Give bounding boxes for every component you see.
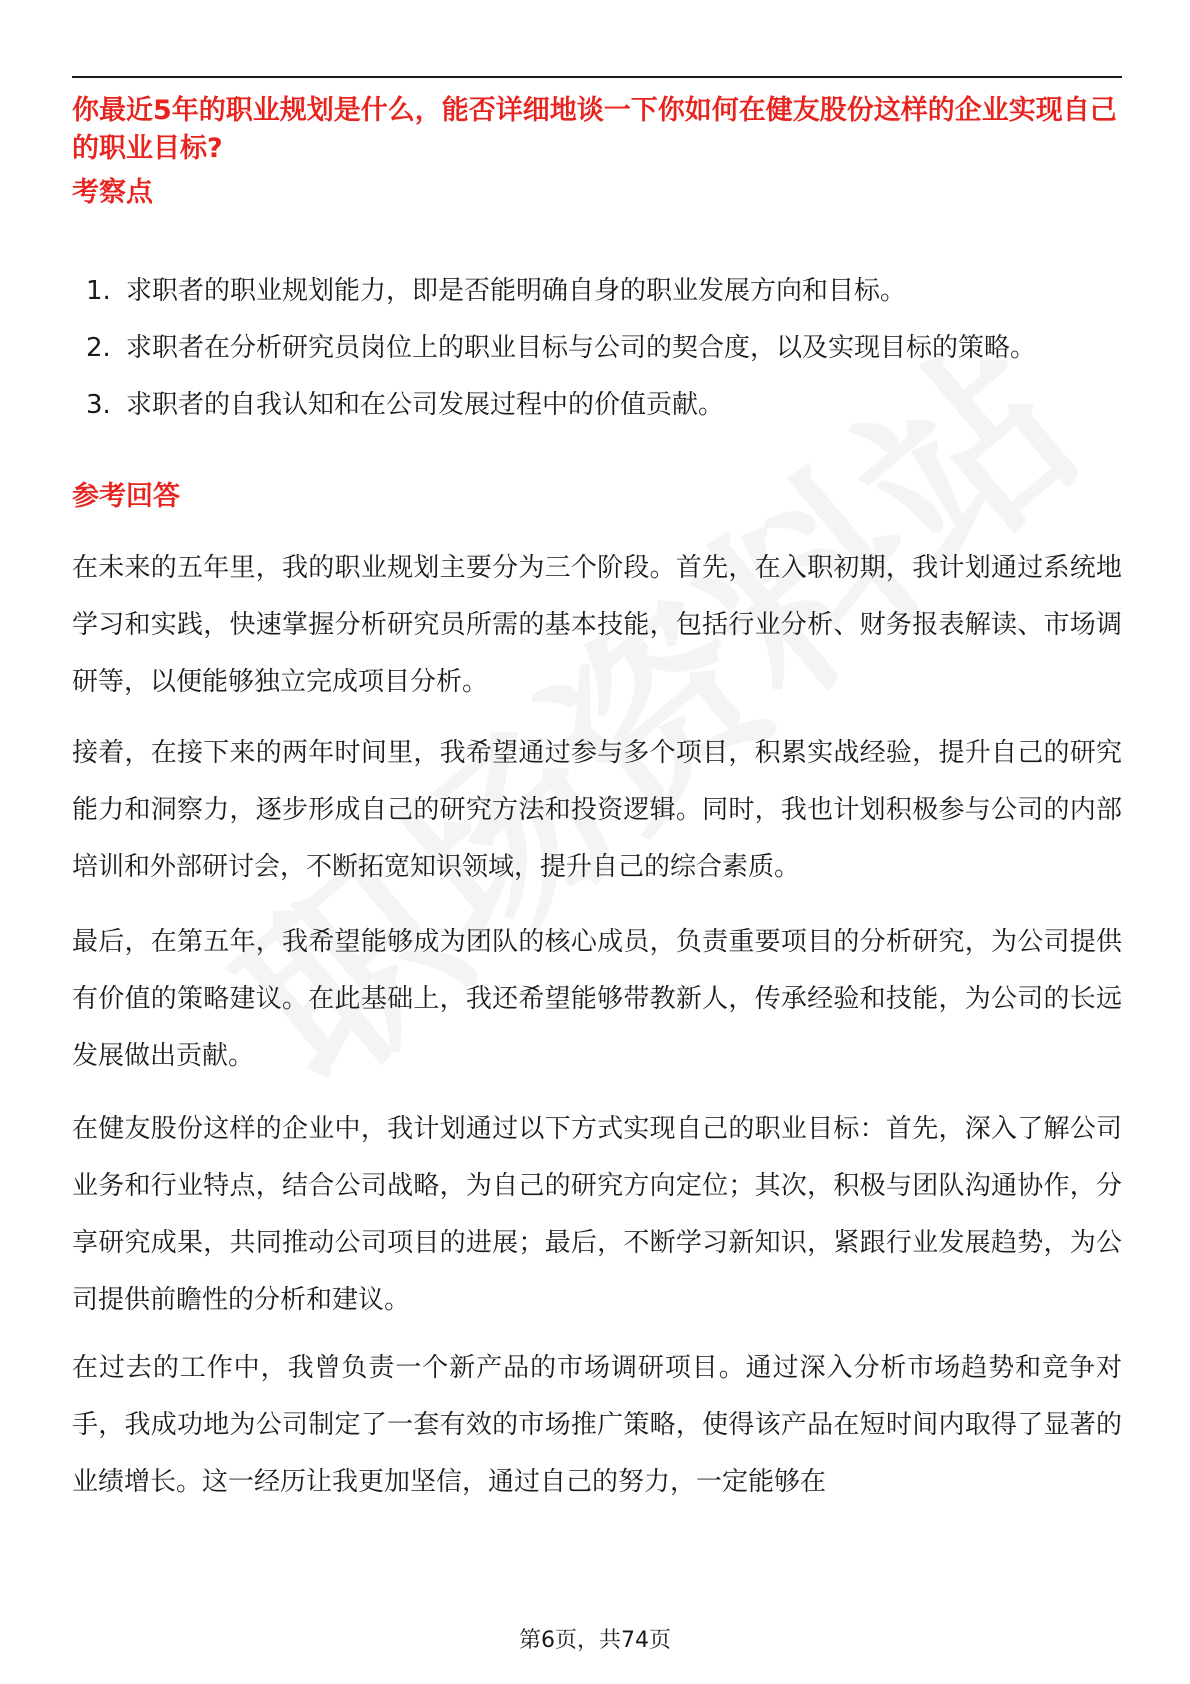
answer-paragraph-5: 在过去的工作中，我曾负责一个新产品的市场调研项目。通过深入分析市场趋势和竞争对手，我成功地为公司制定了一套有效的市场推广策略，使得该产品在短时间内取得了显著的业绩增长。这一经历让我更加坚信，通过自己的努力，一定能够在 — [72, 1353, 1122, 1497]
list-item-number: 1. — [86, 276, 111, 306]
answer-paragraph-3: 最后，在第五年，我希望能够成为团队的核心成员，负责重要项目的分析研究，为公司提供有价值的策略建议。在此基础上，我还希望能够带教新人，传承经验和技能，为公司的长远发展做出贡献。 — [72, 927, 1122, 1071]
list-item-number: 2. — [86, 333, 111, 363]
exam-points-heading: 考察点 — [72, 177, 153, 208]
page-footer: 第6页，共74页 — [519, 1628, 671, 1653]
list-item-text: 求职者在分析研究员岗位上的职业目标与公司的契合度，以及实现目标的策略。 — [126, 333, 1037, 363]
top-rule — [72, 76, 1122, 78]
list-item — [72, 320, 1122, 377]
list-item — [72, 377, 1122, 434]
list-item-text: 求职者的自我认知和在公司发展过程中的价值贡献。 — [126, 390, 725, 420]
answer-paragraph-2: 接着，在接下来的两年时间里，我希望通过参与多个项目，积累实战经验，提升自己的研究能力和洞察力，逐步形成自己的研究方法和投资逻辑。同时，我也计划积极参与公司的内部培训和外部研讨会，不断拓宽知识领域，提升自己的综合素质。 — [72, 738, 1122, 882]
answer-heading: 参考回答 — [72, 481, 180, 512]
answer-paragraph-4: 在健友股份这样的企业中，我计划通过以下方式实现自己的职业目标：首先，深入了解公司业务和行业特点，结合公司战略，为自己的研究方向定位；其次，积极与团队沟通协作，分享研究成果，共同推动公司项目的进展；最后，不断学习新知识，紧跟行业发展趋势，为公司提供前瞻性的分析和建议。 — [72, 1114, 1122, 1315]
question-title: 你最近5年的职业规划是什么，能否详细地谈一下你如何在健友股份这样的企业实现自己的职业目标? — [72, 95, 1117, 164]
list-item — [72, 263, 1122, 320]
answer-paragraph-1: 在未来的五年里，我的职业规划主要分为三个阶段。首先，在入职初期，我计划通过系统地学习和实践，快速掌握分析研究员所需的基本技能，包括行业分析、财务报表解读、市场调研等，以便能够独立完成项目分析。 — [72, 553, 1122, 697]
list-item-text: 求职者的职业规划能力，即是否能明确自身的职业发展方向和目标。 — [126, 276, 907, 306]
list-item-number: 3. — [86, 390, 111, 420]
exam-points-list — [72, 263, 1122, 434]
